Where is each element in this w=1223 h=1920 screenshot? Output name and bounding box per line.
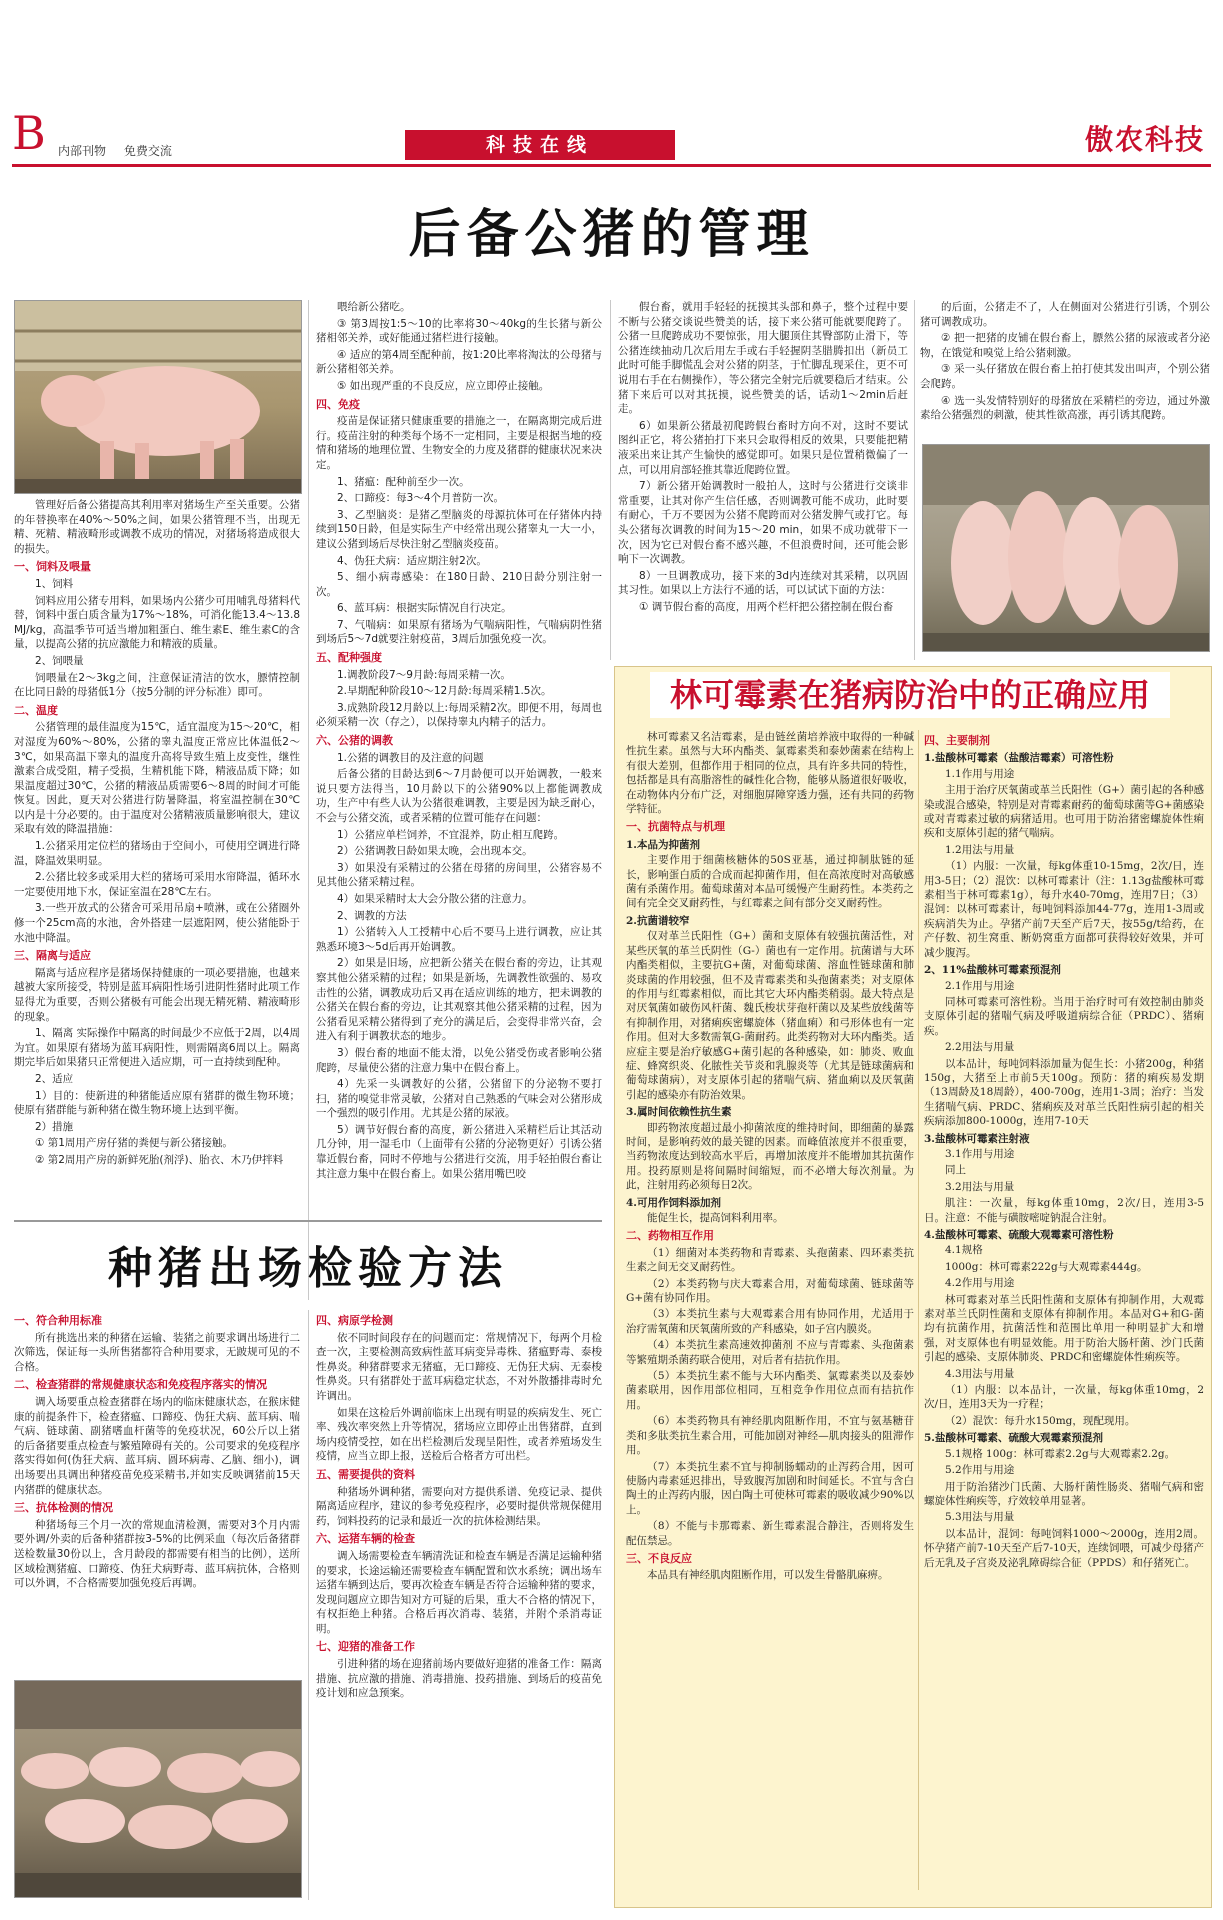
- boar-photo: [14, 300, 302, 494]
- heading-immunization: 四、免疫: [316, 397, 360, 411]
- list-item: （6）本类药物具有神经肌肉阻断作用，不宜与氨基糖苷类和多肽类抗生素合用，可能加剧对神经—肌肉接头的阻滞作用。: [626, 1415, 914, 1457]
- paragraph: 1000g：林可霉素222g与大观霉素444g。: [945, 1260, 1148, 1273]
- subheading: 3.属时间依赖性抗生素: [626, 1106, 732, 1119]
- paragraph: 同林可霉素可溶性粉。当用于治疗时可有效控制由肺炎支原体引起的猪喘气病及呼吸道病综合征（PRDC）、猪痢疾。: [924, 995, 1204, 1037]
- paragraph: 即药物浓度超过最小抑菌浓度的维持时间，即细菌的暴露时间，是影响药效的最关键的因素。而峰值浓度并不很重要，当药物浓度达到较高水平后，再增加浓度并不能增加其抗菌作用。投药原则是将间隔时间缩短，而不必增大每次剂量。为此，注射用药必须每日2次。: [626, 1121, 914, 1192]
- subheading: 4.盐酸林可霉素、硫酸大观霉素可溶性粉: [924, 1229, 1114, 1241]
- article-title-boar-management: 后备公猪的管理: [408, 204, 815, 265]
- list-item: 2）公猪调教日龄如果太晚，会出现本交。: [337, 845, 533, 858]
- masthead-meta: [58, 142, 186, 159]
- list-item: 3.成熟阶段12月龄以上:每周采精2次。即便不用，每周也必须采精一次（存之），以保持睾丸内精子的活力。: [316, 701, 602, 729]
- gilts-photo: [922, 444, 1210, 652]
- heading-preparations: 四、主要制剂: [924, 734, 990, 747]
- free-exchange-label: 免费交流: [123, 144, 172, 158]
- paragraph: （1）内服：一次量，每kg体重10-15mg，2次/日，连用3-5日；（2）混饮：以林可霉素计（注：1.13g盐酸林可霉素相当于林可霉素1g），每升水40-70mg，连用7日；（3）混饲：以林可霉素计，每吨饲料添加44-77g，连用1-3周或疾病消失为止。孕猪产前7天至产后7天，按55g/t给药，在产仔数、初生窝重、断奶窝重方面都可获得较好效果，并可减少腹泻。: [924, 860, 1204, 959]
- paragraph: 1）公猪转入人工授精中心后不要马上进行调教，应让其熟悉环境3～5d后再开始调教。: [316, 926, 602, 953]
- paragraph: 5.2作用与用途: [945, 1464, 1015, 1477]
- paragraph: 如果在这检后外调前临床上出现有明显的疾病发生、死亡率、残次率突然上升等情况，猪场应立即停止出售猪群，直到场内疫情受控，如在出栏检测后发现呈阳性，或者养殖场发生疫情，应当立即上报，送检后合格者方可出栏。: [316, 1406, 602, 1463]
- paragraph: 7）新公猪开始调教时一般拍人，这时与公猪进行交谈非常重要，让其对你产生信任感，否则调教可能不成功，此时要有耐心，千万不要因为公猪不爬跨而对公猪发脾气或打它。每头公猪每次调教的时间为15～20 min，如果不成功就带下一次，因为它已对假台畜不感兴趣，不但浪费时间，还可能会影响下一次调教。: [618, 480, 908, 566]
- paragraph: （1）内服：以本品计，一次量，每kg体重10mg，2次/日，连用3天为一疗程；: [924, 1384, 1204, 1411]
- paragraph: 6）如果新公猪最初爬跨假台畜时方向不对，这时不要试图纠正它，将公猪拍打下来只会取得相反的效果，只要能把精液采出来让其产生愉快的感觉即可。如果只是位置稍微偏了一点，可以用肩部轻推其靠近爬跨位置。: [618, 419, 908, 476]
- paragraph: 仅对革兰氏阳性（G+）菌和支原体有较强抗菌活性，对某些厌氧的革兰氏阴性（G-）菌也有一定作用。抗菌谱与大环内酯类相似，主要抗G+菌，对葡萄球菌、溶血性链球菌和肺炎球菌的作用较强，但不及青霉素类和头孢菌素类；对支原体的作用与红霉素相似，而比其它大环内酯类稍弱。最大特点是对厌氧菌如破伤风杆菌、魏氏梭状芽孢杆菌以及某些放线菌等有抑制作用，对猪痢疾密螺旋体（猪血痢）和弓形体也有一定作用。但对大多数需氧G-菌耐药。此类药物对大环内酯类。适应症主要是治疗敏感G+菌引起的各种感染，如：肺炎、败血症、蜂窝织炎、化脓性关节炎和乳腺炎等（尤其是链球菌病和葡萄球菌病），对支原体引起的猪喘气病、猪血痢以及厌氧菌引起的感染亦有防治效果。: [626, 930, 914, 1101]
- paragraph: 调入场要重点检查猪群在场内的临床健康状态，在猴床健康的前提条件下，检查猪瘟、口蹄疫、伪狂犬病、蓝耳病、喘气病、链球菌、副猪嗜血杆菌等的免疫状况，60公斤以上猪的后备猪要重点检查与繁殖障碍有关的。公司要求的免疫程序落实得如何(伪狂犬病、蓝耳病、圆环病毒、乙脑、细小)，调出场要出具调出种猪疫苗免疫采精书,并如实反映调猪前15天内猪群的健康状态。: [14, 1395, 300, 1496]
- paragraph: 3.2用法与用量: [945, 1180, 1015, 1193]
- paragraph: 用于防治猪沙门氏菌、大肠杆菌性肠炎、猪喘气病和密螺旋体性痢疾等，疗效较单用显著。: [924, 1480, 1204, 1507]
- section-banner: 科技在线: [405, 130, 675, 160]
- heading-antibody-test: 三、抗体检测的情况: [14, 1501, 113, 1515]
- paragraph: ⑤ 如出现严重的不良反应，应立即停止接触。: [337, 379, 550, 392]
- subheading: 2.抗菌谱较窄: [626, 914, 690, 927]
- list-item: 1、猪瘟：配种前至少一次。: [337, 475, 470, 488]
- list-item: 2.早期配种阶段10～12月龄:每周采精1.5次。: [337, 685, 552, 698]
- list-item: （5）本类抗生素不能与大环内酯类、氯霉素类以及泰妙菌素联用，因作用部位相同，互相竞争作用位点而有拮抗作用。: [626, 1370, 914, 1411]
- paragraph: 1、隔离 实际操作中隔离的时间最少不应低于2周，以4周为宜。如果原有猪场为蓝耳病阳性，则需隔离6周以上。隔离期完毕后如果猪只正常便进入适应期，可一直持续到配种。: [14, 1027, 300, 1069]
- paragraph: ② 把一把猪的皮铺在假台畜上，膘然公猪的尿液或者分泌物，在饿觉和嗅觉上给公猪刺激。: [920, 332, 1210, 359]
- article2-column-right: [924, 730, 1204, 1898]
- column-divider: [610, 300, 611, 660]
- paragraph: 2）措施: [35, 1120, 74, 1133]
- paragraph: 3.1作用与用途: [945, 1147, 1015, 1160]
- internal-publication-label: 内部刊物: [58, 144, 107, 158]
- paragraph: 5.3用法与用量: [945, 1511, 1015, 1524]
- list-item: （8）不能与卡那霉素、新生霉素混合静注，否则将发生配伍禁忌。: [626, 1520, 914, 1547]
- heading-training: 六、公猪的调教: [316, 734, 393, 748]
- paragraph: 1.公猪采用定位栏的猪场由于空间小，可使用空调进行降温，降温效果明显。: [14, 840, 300, 867]
- paragraph: 4.3用法与用量: [945, 1367, 1015, 1380]
- paragraph: ② 第2周用产房的新鲜死胎(剂浮)、胎衣、木乃伊拌料: [35, 1153, 284, 1166]
- list-item: 5、细小病毒感染：在180日龄、210日龄分别注射一次。: [316, 571, 602, 598]
- paragraph: 2.公猪比较多或采用大栏的猪场可采用水帘降温，循环水一定要使用地下水，保证室温在28℃左右。: [14, 871, 300, 898]
- list-item: （4）本类抗生素高速效抑菌剂 不应与青霉素、头孢菌素等繁殖期杀菌药联合使用，对后者有拮抗作用。: [626, 1339, 914, 1366]
- paragraph: 3）假台畜的地面不能太滑，以免公猪受伤或者影响公猪爬跨，尽量使公猪的注意力集中在假台畜上。: [316, 1046, 602, 1074]
- paragraph: 调入场需要检查车辆清洗证和检查车辆是否满足运输种猪的要求，长途运输还需要检查车辆配置和饮水系统；调出场车运猪车辆到达后，要再次检查车辆是否符合运输种猪的要求，发现问题应立即告知对方可疑的后果，重大不合格的情况下，有权拒绝上种猪。合格后再次消毒、装猪，并附个杀消毒证明。: [316, 1549, 602, 1635]
- paragraph: 公猪管理的最佳温度为15℃，适宜温度为15～20℃，相对湿度为60%～80%，公猪的睾丸温度正常应比体温低2～3℃，如果高温下睾丸的温度升高将导致生殖上皮变性，继性激素合成受阻，精子受损，生精机能下降，精液品质下降；如果温度超过30℃，公猪的精液品质需要6～8周的时间才可能恢复。因此，夏天对公猪进行防暑降温，将室温控制在30℃以内是十分必要的。由于温度对公猪精液质量影响很大，建议采取有效的降温措施：: [14, 721, 300, 836]
- paragraph: 饲料应用公猪专用料，如果场内公猪少可用哺乳母猪料代替，饲料中蛋白质含量为17%～18%，可消化能13.4～13.8 MJ/kg，高温季节可适当增加粗蛋白、维生素E、维生素C的含量，以提高公猪的抗应激能力和精液的质量。: [14, 594, 300, 651]
- paragraph: 种猪场外调种猪，需要向对方提供系谱、免疫记录、提供隔离适应程序，建议的参考免疫程序，必要时提供常规保健用药，饲料投药的记录和最近一次的抗体检测结果。: [316, 1485, 602, 1527]
- paragraph: 饲喂量在2～3kg之间，注意保证清洁的饮水，膘情控制在比同日龄的母猪低1分（按5分制的评分标准）即可。: [14, 671, 300, 699]
- list-item: 4）如果采精时太大会分散公猪的注意力。: [337, 892, 533, 905]
- brand-logo: 傲农科技: [1084, 123, 1205, 156]
- subheading: 4.可用作饲料添加剂: [626, 1196, 721, 1209]
- section-divider: [14, 1220, 602, 1222]
- subheading: 3.盐酸林可霉素注射液: [924, 1132, 1030, 1145]
- paragraph: 2.1作用与用途: [945, 979, 1015, 992]
- paragraph: 假台畜，就用手轻轻的抚摸其头部和鼻子，整个过程中要不断与公猪交谈说些赞美的话，接下来公猪可能就要爬跨了。公猪一旦爬跨成功不要惊张，用大腿顶住其臀部防止滑下，等公猪连续抽动几次后用左手或右手轻握阴茎腊腾扣出（新员工此时可能手脚慌乱会对公猪的阴茎，于忙脚乱现采住，更不可说用右手在右侧操作），等公猪完全射完后就要稳后才结束。公猪下来后可以对其抚摸，说些赞美的话，话动1～2min后赶走。: [618, 301, 908, 416]
- list-item: （2）本类药物与庆大霉素合用，对葡萄球菌、链球菌等G+菌有协同作用。: [626, 1277, 914, 1305]
- paragraph: 主用于治疗厌氧菌或革兰氏阳性（G+）菌引起的各种感染或混合感染，特别是对青霉素耐药的葡萄球菌等G+菌感染或对青霉素过敏的病猪适用。也可用于防治猪密螺旋体性痢疾和支原体引起的猪气喘病。: [924, 784, 1204, 840]
- column-divider: [308, 1310, 309, 1900]
- heading-feed: 一、饲料及喂量: [14, 560, 91, 574]
- paragraph: 1.1作用与用途: [945, 767, 1015, 780]
- paragraph: 8）一旦调教成功，接下来的3d内连续对其采精，以巩固其习性。如果以上方法行不通的话，可以试试下面的方法：: [618, 569, 908, 597]
- heading-documents: 五、需要提供的资料: [316, 1467, 415, 1481]
- paragraph: 林可霉素对革兰氏阳性菌和支原体有抑制作用，大观霉素对革兰氏阴性菌和支原体有抑制作用。本品对G+和G-菌均有抗菌作用，抗菌活性和范围比单用一种明显扩大和增强，对支原体也有明显效能。用于防治大肠杆菌、沙门氏菌引起的感染、支原体肺炎、PRDC和密螺旋体性痢疾等。: [924, 1293, 1204, 1364]
- paragraph: ③ 第3周按1:5～10的比率将30～40kg的生长猪与新公猪相邻关养，或好能通过猪栏进行接触。: [316, 317, 602, 345]
- list-item: 3、乙型脑炎：是猪乙型脑炎的母源抗体可在仔猪体内持续到150日龄，但是实际生产中经常出现公猪睾丸一大一小，建议公猪到场后尽快注射乙型脑炎疫苗。: [316, 508, 602, 550]
- heading-mechanism: 一、抗菌特点与机理: [626, 820, 725, 834]
- heading-pathogen-test: 四、病原学检测: [316, 1314, 393, 1327]
- paragraph: 隔离与适应程序是猪场保持健康的一项必要措施，也越来越被大家所接受，特别是蓝耳病阳性场引进阴性猪时此项工作显得尤为重要，否则公猪极有可能会出现无精死精、精液畸形的现象。: [14, 966, 300, 1023]
- paragraph: 能促生长，提高饲料利用率。: [647, 1212, 784, 1224]
- heading-vehicle-check: 六、运猪车辆的检查: [316, 1532, 415, 1546]
- paragraph: 以本品计，混饲：每吨饲料1000～2000g，连用2周。怀孕猪产前7-10天至产后7-10天，连续饲喂，可减少母猪产后无乳及子宫炎及泌乳障碍综合征（PPDS）和仔猪死亡。: [924, 1527, 1204, 1569]
- gilts-illustration: [923, 445, 1209, 651]
- herd-illustration: [15, 1681, 301, 1897]
- list-item: 2、口蹄疫：每3～4个月普防一次。: [337, 492, 505, 505]
- column-divider: [918, 730, 919, 1890]
- list-item: 1.调教阶段7～9月龄:每周采精一次。: [337, 668, 511, 681]
- list-item: （1）细菌对本类药物和青霉素、头孢菌素、四环素类抗生素之间无交叉耐药性。: [626, 1246, 914, 1274]
- paragraph: ④ 适应的第4周至配种前，按1:20比率将淘汰的公母猪与新公猪相邻关养。: [316, 348, 602, 376]
- column-divider: [308, 300, 309, 1300]
- boar-illustration: [15, 301, 301, 493]
- paragraph: 所有挑选出来的种猪在运输、装猪之前要求调出场进行二次筛选，保证每一头所售猪都符合种用要求，无跛规可见的不合格。: [14, 1331, 300, 1373]
- paragraph: 2.2用法与用量: [945, 1041, 1015, 1054]
- heading-interactions: 二、药物相互作用: [626, 1229, 714, 1243]
- paragraph: 1.2用法与用量: [945, 843, 1015, 856]
- paragraph: 疫苗是保证猪只健康重要的措施之一，在隔离期完成后进行。疫苗注射的种类每个场不一定相同，主要是根据当地的疫情和猪场的地理位置、生物安全的力度及猪群的健康状况来决定。: [316, 415, 602, 471]
- subheading: 2、11%盐酸林可霉素预混剂: [924, 964, 1061, 977]
- heading-health-check: 二、检查猪群的常规健康状态和免疫程序落实的情况: [14, 1378, 267, 1392]
- paragraph: 3.一些开放式的公猪舍可采用吊扇+喷淋，或在公猪圈外修一个25cm高的水池，舍外搭建一层遮阳网，使公猪能卧于水池中降温。: [14, 902, 300, 944]
- paragraph: 4.2作用与用途: [945, 1277, 1015, 1290]
- paragraph: 同上: [945, 1164, 966, 1177]
- article1-column-2: [316, 300, 602, 1300]
- list-item: 7、气喘病：如果原有猪场为气喘病阳性，气喘病阴性猪到场后5～7d就要注射疫苗，3周后加强免疫一次。: [316, 618, 602, 646]
- heading-breeding-standard: 一、符合种用标准: [14, 1314, 102, 1327]
- paragraph: 引进种猪的场在迎猪前场内要做好迎猪的准备工作：隔离措施、抗应激的措施、消毒措施、投药措施、到场后的疫苗免疫计划和应急预案。: [316, 1658, 602, 1700]
- paragraph: ① 调节假台畜的高度，用两个栏杆把公猪控制在假台畜: [639, 600, 894, 613]
- subheading-amount: 2、饲喂量: [35, 654, 84, 667]
- list-item: （3）本类抗生素与大观霉素合用有协同作用，尤适用于治疗需氧菌和厌氧菌所致的产科感染，如子宫内膜炎。: [626, 1308, 914, 1335]
- article1-column-3: [618, 300, 908, 660]
- list-item: 6、蓝耳病：根据实际情况自行决定。: [337, 602, 512, 615]
- list-item: （7）本类抗生素不宜与抑制肠蠕动的止泻药合用，因可使肠内毒素延迟排出，导致腹泻加剧和时间延长。不宜与含白陶土的止泻药内服，因白陶土可使林可霉素的吸收减少90%以上。: [626, 1460, 914, 1516]
- page-letter: B: [12, 106, 46, 160]
- subheading: 1.本品为抑菌剂: [626, 838, 700, 851]
- subheading: 5.盐酸林可霉素、硫酸大观霉素预混剂: [924, 1432, 1103, 1445]
- masthead: [0, 0, 1223, 172]
- subheading-feed: 1、饲料: [35, 577, 74, 590]
- list-item: 3）如果没有采精过的公猪在母猪的房间里，公猪容易不见其他公猪采精过程。: [316, 861, 602, 889]
- paragraph: （2）混饮：每升水150mg，现配现用。: [945, 1414, 1136, 1427]
- paragraph: 2、适应: [35, 1072, 74, 1085]
- heading-side-effects: 三、不良反应: [626, 1551, 692, 1565]
- article3-column-2: [316, 1310, 602, 1900]
- article1-intro: 管理好后备公猪提高其利用率对猪场生产至关重要。公猪的年替换率在40%～50%之间，如果公猪管理不当，出现无精、死精、精液畸形或调教不成功的情况，对猪场将造成很大的损失。: [14, 499, 300, 555]
- paragraph: ① 第1周用产房仔猪的粪便与新公猪接触。: [35, 1137, 233, 1150]
- paragraph: 肌注：一次量，每kg体重10mg，2次/日，连用3-5日。注意：不能与磺胺嘧啶钠混合注射。: [924, 1197, 1204, 1224]
- column-divider: [914, 300, 915, 660]
- paragraph: 5.1规格 100g：林可霉素2.2g与大观霉素2.2g。: [945, 1447, 1176, 1460]
- article-title-breeder-inspection: 种猪出场检验方法: [108, 1243, 508, 1294]
- herd-photo: [14, 1680, 302, 1898]
- paragraph: 4）先采一头调教好的公猪，公猪留下的分泌物不要打扫，猪的嗅觉非常灵敏，公猪对自己熟悉的气味会对公猪形成一个强烈的吸引作用。尤其是公猪的尿液。: [316, 1078, 602, 1120]
- article3-column-1: [14, 1310, 300, 1672]
- paragraph: 以本品计，每吨饲料添加量为促生长：小猪200g，种猪150g，大猪至上市前5天100g。预防：猪的痢疾易发期（13周龄及18周龄），400-700g，连用1-3周；治疗：当发生猪喘气病、PRDC、猪痢疾及对革兰氏阳性病引起的相关疾病添加800-1000g，连用7-10天: [924, 1057, 1204, 1128]
- paragraph: 1）目的：使新进的种猪能适应原有猪群的微生物环境；使原有猪群能与新种猪在微生物环境上达到平衡。: [14, 1089, 300, 1117]
- article-title-lincomycin: 林可霉素在猪病防治中的正确应用: [650, 672, 1170, 718]
- paragraph: 依不同时间段存在的问题而定：常规情况下，每两个月检查一次，主要检测高致病性蓝耳病变异毒株、猪瘟野毒、泰梭性鼻炎。种猪群要求无猪瘟，无口蹄疫、无伪狂犬病、无泰梭性鼻炎。只有猪群处于蓝耳病稳定状态，不对外散播排毒时允许调出。: [316, 1331, 602, 1402]
- paragraph: 4.1规格: [945, 1244, 983, 1257]
- heading-isolation: 三、隔离与适应: [14, 949, 91, 963]
- list-item: 4、伪狂犬病：适应期注射2次。: [337, 554, 487, 567]
- paragraph: ③ 采一头仔猪放在假台畜上拍打使其发出叫声，个别公猪会爬跨。: [920, 363, 1210, 390]
- paragraph: 2、调教的方法: [337, 909, 407, 922]
- paragraph: 林可霉素又名洁霉素，是由链丝菌培养液中取得的一种碱性抗生素。虽然与大环内酯类、氯霉素类和泰妙菌素在结构上有很大差别，但都作用于相同的位点，具有许多共同的特性，包括都是具有高脂溶性的碱性化合物，能够从肠道很好吸收，在动物体内分布广泛，对细胞屏障穿透力强，还有共同的药物学特征。: [626, 731, 914, 816]
- paragraph: 1.公猪的调教目的及注意的问题: [337, 751, 484, 764]
- paragraph: 2）如果是旧场，应把新公猪关在假台畜的旁边，让其观察其他公猪采精的过程；如果是新场，先调教性欲强的、易攻击性的公猪，调教成功后又再在适应训练的地方，把未调教的公猪关在假台畜的旁边，让其观察其他公猪采精的过程，因为公猪看见采精公猪得到了充分的满足后，会变得非常兴奋，会进入有利于调教状态的地步。: [316, 957, 602, 1043]
- heading-breeding-intensity: 五、配种强度: [316, 651, 382, 665]
- paragraph: 后备公猪的目龄达到6～7月龄便可以开始调教，一般来说只要方法得当，10月龄以下的公猪90%以上都能调教成功，生产中有些人认为公猪很难调教，主要是因为缺乏耐心，不会与公猪交流，或者采精的位置可能存在问题：: [316, 768, 602, 824]
- paragraph: 5）调节好假台畜的高度，新公猪进入采精栏后让其活动几分钟，用一湿毛巾（上面带有公猪的分泌物更好）引诱公猪靠近假台畜，同时不停地与公猪进行交流，用手轻拍假台畜让其注意力集中在假台畜上。如果公猪用嘴巴咬: [316, 1123, 602, 1180]
- paragraph: 的后面，公猪走不了，人在侧面对公猪进行引诱，个别公猪可调教成功。: [920, 301, 1210, 328]
- heading-reception-prep: 七、迎猪的准备工作: [316, 1640, 415, 1654]
- heading-temperature: 二、温度: [14, 703, 58, 717]
- masthead-rule: [12, 164, 1211, 167]
- paragraph: 种猪场每三个月一次的常规血清检测，需要对3个月内需要外调/外卖的后备种猪群按3-5%的比例采血（每次后备猪群送检数量30份以上，含月龄段的都需要有相当的比例），送所区域检测猪瘟、口蹄疫、伪狂犬病野毒、蓝耳病抗体，合格则可以外调，不合格需要加强免疫后再调。: [14, 1518, 300, 1590]
- paragraph: ④ 选一头发情特别好的母猪放在采精栏的旁边，通过外激素给公猪强烈的刺激，使其性欲高涨，再引诱其爬跨。: [920, 394, 1210, 422]
- paragraph: 主要作用于细菌核糖体的50S亚基，通过抑制肽链的延长，影响蛋白质的合成而起抑菌作用，但在高浓度时对高敏感菌有杀菌作用。葡萄球菌对本品可缓慢产生耐药性。本类药之间有完全交叉耐药性，与红霉素之间有部分交叉耐药性。: [626, 854, 914, 910]
- list-item: 1）公猪应单栏饲养，不宜混养，防止相互爬跨。: [337, 828, 565, 841]
- paragraph: 喂给新公猪吃。: [337, 301, 411, 313]
- article2-column-left: [626, 730, 914, 1898]
- subheading: 1.盐酸林可霉素（盐酸洁霉素）可溶性粉: [924, 752, 1114, 765]
- article1-column-4: [920, 300, 1210, 440]
- paragraph: 本品具有神经肌肉阻断作用，可以发生骨骼肌麻痹。: [647, 1569, 889, 1582]
